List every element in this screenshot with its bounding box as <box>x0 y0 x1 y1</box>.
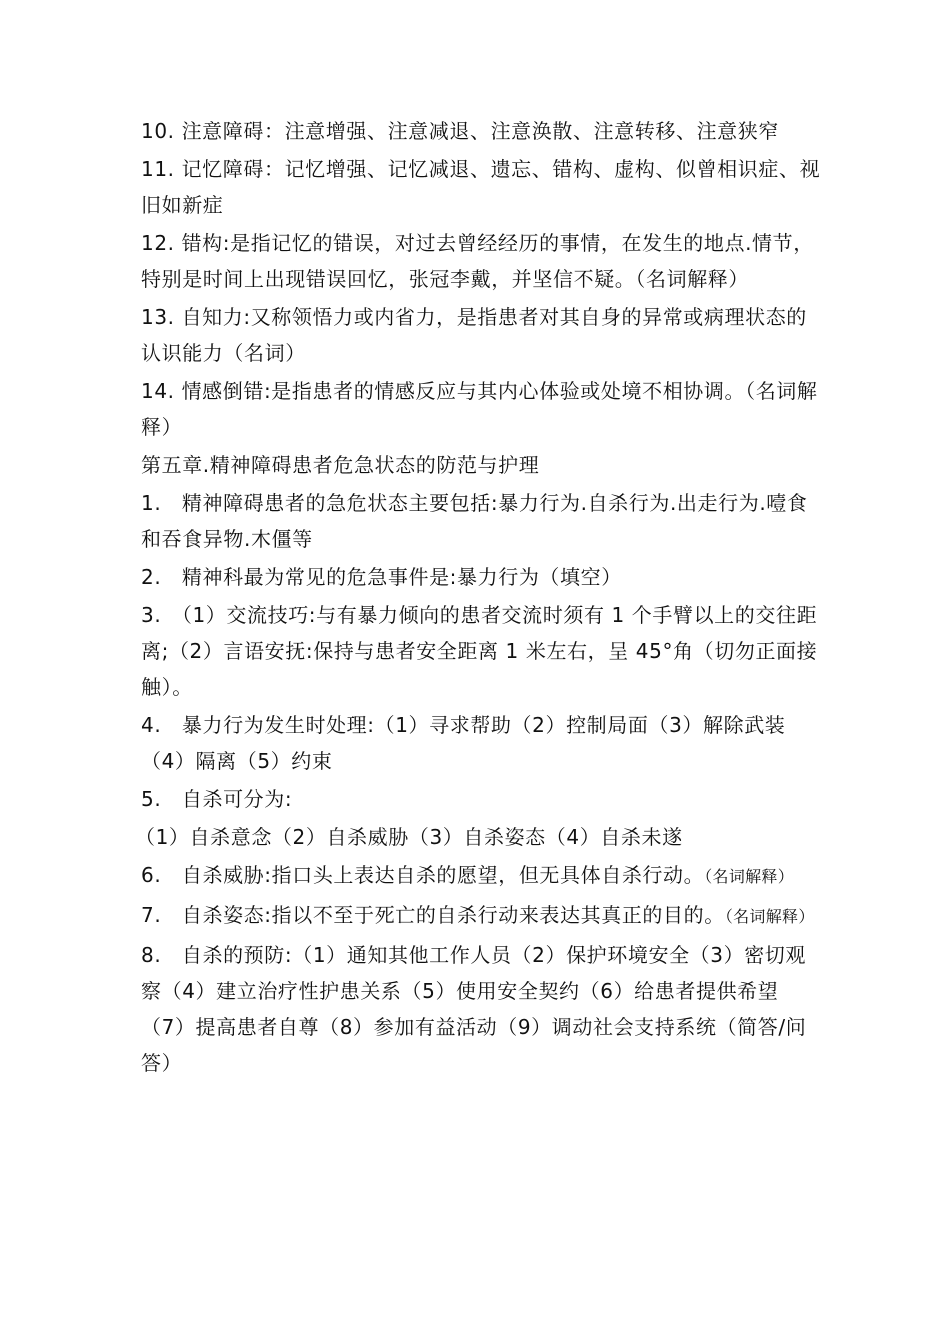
list-item-8 <box>141 937 821 1081</box>
paragraph-text: 12. 错构:是指记忆的错误，对过去曾经经历的事情，在发生的地点.情节，特别是时间上出现错误回忆，张冠李戴，并坚信不疑。（名词解释） <box>141 231 814 291</box>
paragraph-text: 7. 自杀姿态:指以不至于死亡的自杀行动来表达其真正的目的。 <box>141 903 725 927</box>
paragraph-text: （1）自杀意念（2）自杀威胁（3）自杀姿态（4）自杀未遂 <box>135 825 683 849</box>
paragraph-text: 10. 注意障碍：注意增强、注意减退、注意涣散、注意转移、注意狭窄 <box>141 119 779 143</box>
document-body <box>135 113 821 1083</box>
list-item-1 <box>141 485 821 557</box>
list-item-6 <box>141 857 821 895</box>
list-item-7 <box>141 897 821 935</box>
paragraph-item-13 <box>141 299 821 371</box>
list-item-3 <box>141 597 821 705</box>
paragraph-text: 8. 自杀的预防:（1）通知其他工作人员（2）保护环境安全（3）密切观察（4）建立治疗性护患关系（5）使用安全契约（6）给患者提供希望（7）提高患者自尊（8）参加有益活动（9）调动社会支持系统（简答/问答） <box>141 943 807 1075</box>
list-item-5 <box>141 781 821 817</box>
paragraph-text: 4. 暴力行为发生时处理:（1）寻求帮助（2）控制局面（3）解除武装（4）隔离（5）约束 <box>141 713 786 773</box>
paragraph-text: 14. 情感倒错:是指患者的情感反应与其内心体验或处境不相协调。（名词解释） <box>141 379 818 439</box>
paragraph-item-12 <box>141 225 821 297</box>
chapter-heading-text: 第五章.精神障碍患者危急状态的防范与护理 <box>141 453 540 477</box>
paragraph-text: 2. 精神科最为常见的危急事件是:暴力行为（填空） <box>141 565 622 589</box>
paragraph-text: 5. 自杀可分为: <box>141 787 293 811</box>
list-item-4 <box>141 707 821 779</box>
paragraph-item-10 <box>141 113 821 149</box>
paragraph-text: 3. （1）交流技巧:与有暴力倾向的患者交流时须有 1 个手臂以上的交往距离;（2）言语安抚:保持与患者安全距离 1 米左右，呈 45°角（切勿正面接触）。 <box>141 603 818 699</box>
paragraph-text: 13. 自知力:又称领悟力或内省力，是指患者对其自身的异常或病理状态的认识能力（名词） <box>141 305 807 365</box>
list-item-2 <box>141 559 821 595</box>
paragraph-text: 1. 精神障碍患者的急危状态主要包括:暴力行为.自杀行为.出走行为.噎食和吞食异物.木僵等 <box>141 491 808 551</box>
chapter-heading <box>141 447 821 483</box>
paragraph-note: （名词解释） <box>704 867 795 886</box>
paragraph-text: 6. 自杀威胁:指口头上表达自杀的愿望，但无具体自杀行动。 <box>141 863 705 887</box>
paragraph-item-14 <box>141 373 821 445</box>
paragraph-item-11 <box>141 151 821 223</box>
paragraph-text: 11. 记忆障碍：记忆增强、记忆减退、遗忘、错构、虚构、似曾相识症、视旧如新症 <box>141 157 821 217</box>
suicide-types-line <box>135 819 821 855</box>
paragraph-note: （名词解释） <box>724 907 815 926</box>
